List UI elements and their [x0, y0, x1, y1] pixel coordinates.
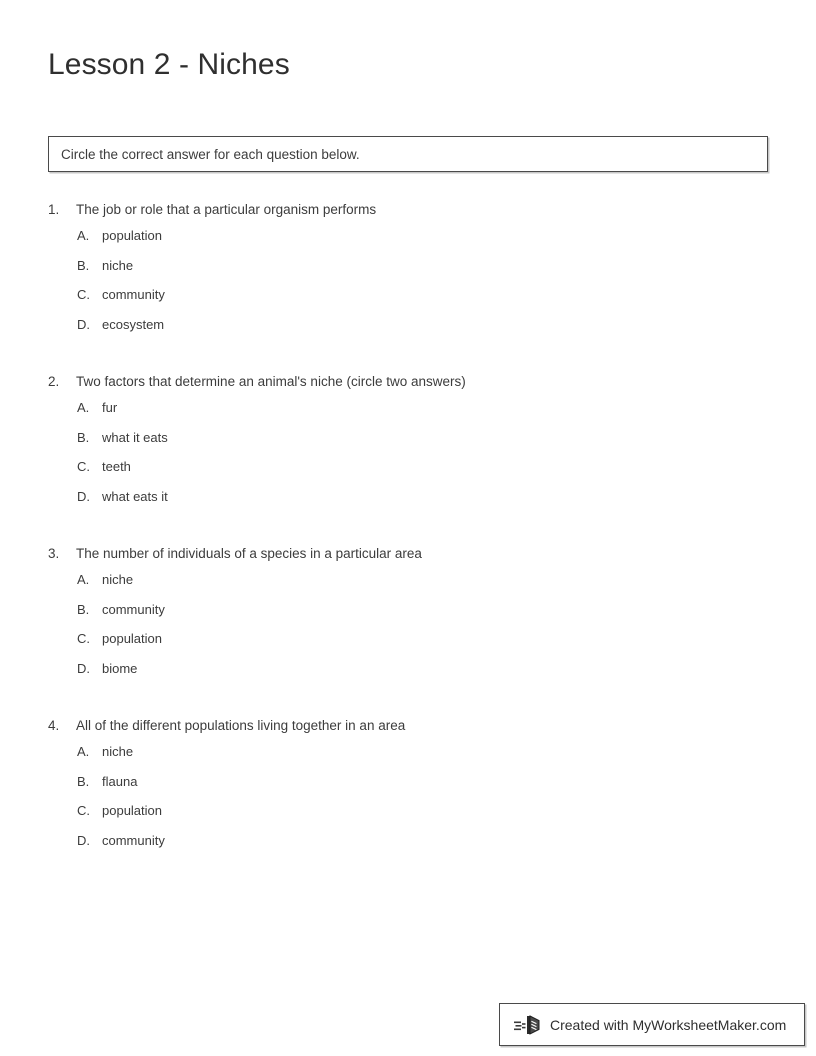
page-title: Lesson 2 - Niches: [48, 48, 290, 81]
option-row[interactable]: [77, 258, 768, 288]
option-row[interactable]: [77, 631, 768, 661]
option-row[interactable]: [77, 744, 768, 774]
option-letter: B.: [77, 257, 90, 273]
option-letter: D.: [77, 832, 90, 848]
option-row[interactable]: [77, 287, 768, 317]
option-text: fur: [102, 400, 118, 415]
option-letter: D.: [77, 316, 90, 332]
question-block: [48, 546, 768, 690]
option-letter: C.: [77, 459, 90, 474]
question-text: The number of individuals of a species in a particular area: [76, 546, 422, 561]
question-number: 3.: [48, 546, 60, 561]
option-list: [77, 744, 768, 862]
badge-text: Created with MyWorksheetMaker.com: [550, 1016, 787, 1033]
option-list: [77, 400, 768, 518]
option-text: niche: [102, 572, 134, 587]
option-text: ecosystem: [102, 316, 165, 332]
question-number: 4.: [48, 718, 60, 733]
option-row[interactable]: [77, 803, 768, 833]
option-row[interactable]: [77, 833, 768, 863]
option-row[interactable]: [77, 774, 768, 804]
option-row[interactable]: [77, 459, 768, 489]
option-row[interactable]: [77, 602, 768, 632]
option-text: population: [102, 228, 162, 243]
option-row[interactable]: [77, 489, 768, 519]
option-text: what eats it: [102, 488, 168, 504]
option-row[interactable]: [77, 430, 768, 460]
instruction-box: [48, 136, 768, 172]
option-text: population: [102, 631, 162, 646]
option-text: teeth: [102, 459, 131, 474]
option-list: [77, 228, 768, 346]
question-number: 2.: [48, 374, 60, 389]
option-letter: B.: [77, 773, 90, 789]
question-prompt: [48, 546, 768, 561]
option-letter: C.: [77, 631, 90, 646]
question-block: [48, 718, 768, 862]
question-list: [48, 202, 768, 890]
question-prompt: [48, 202, 768, 217]
option-letter: C.: [77, 803, 90, 818]
option-text: biome: [102, 660, 138, 676]
option-row[interactable]: [77, 661, 768, 691]
option-row[interactable]: [77, 400, 768, 430]
option-letter: A.: [77, 400, 90, 415]
option-letter: A.: [77, 572, 90, 587]
option-list: [77, 572, 768, 690]
option-text: what it eats: [102, 429, 168, 445]
option-text: community: [102, 287, 165, 302]
option-row[interactable]: [77, 228, 768, 258]
question-text: Two factors that determine an animal's niche (circle two answers): [76, 374, 466, 389]
option-text: niche: [102, 257, 134, 273]
option-letter: B.: [77, 429, 90, 445]
option-letter: A.: [77, 744, 90, 759]
question-text: The job or role that a particular organism performs: [76, 202, 377, 217]
option-letter: B.: [77, 601, 90, 617]
option-letter: C.: [77, 287, 90, 302]
option-text: niche: [102, 744, 134, 759]
created-with-badge[interactable]: [499, 1003, 805, 1046]
question-prompt: [48, 718, 768, 733]
instruction-text: Circle the correct answer for each question below.: [61, 146, 360, 162]
option-letter: D.: [77, 660, 90, 676]
question-number: 1.: [48, 202, 60, 217]
option-text: population: [102, 803, 162, 818]
option-letter: D.: [77, 488, 90, 504]
question-text: All of the different populations living together in an area: [76, 718, 406, 733]
option-row[interactable]: [77, 572, 768, 602]
option-text: community: [102, 601, 165, 617]
option-row[interactable]: [77, 317, 768, 347]
option-text: flauna: [102, 773, 138, 789]
question-prompt: [48, 374, 768, 389]
question-block: [48, 202, 768, 346]
question-block: [48, 374, 768, 518]
option-letter: A.: [77, 228, 90, 243]
option-text: community: [102, 832, 165, 848]
worksheet-maker-logo-icon: [514, 1013, 542, 1037]
